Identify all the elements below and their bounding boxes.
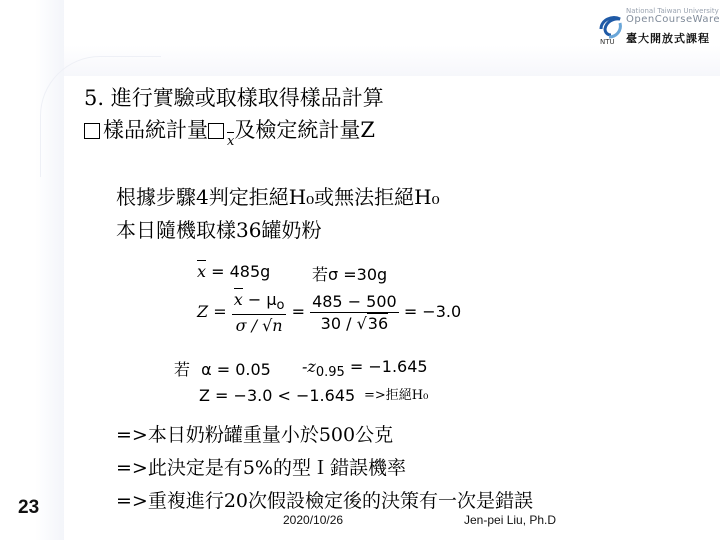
page-number: 23: [18, 497, 40, 518]
crit-symbol: -z: [302, 357, 316, 376]
frac2-den-part-b: 36: [367, 314, 389, 334]
frac1-num-rest: − μ: [242, 290, 277, 309]
slide-title-line-2: [84, 114, 375, 149]
frac2-numerator: 485 − 500: [312, 292, 397, 312]
if-sigma-prefix: 若: [312, 265, 329, 284]
conclusion-line-2: =>此決定是有5%的型Ｉ錯誤機率: [116, 457, 406, 479]
frac2-den-part-a: 30 /: [320, 314, 357, 334]
z-fraction-numeric: [310, 292, 399, 333]
crit-value: = −1.645: [349, 357, 428, 376]
frac1-num-symbol: x: [233, 290, 243, 309]
footer-author: Jen-pei Liu, Ph.D: [464, 513, 557, 527]
xbar-glyph: x: [227, 134, 235, 149]
frac1-denominator: σ / √n: [232, 314, 287, 335]
slide-title-line-1: 5. 進行實驗或取樣取得樣品計算: [84, 86, 384, 110]
conclusion-line-1: =>本日奶粉罐重量小於500公克: [116, 424, 394, 446]
crit-subscript: 0.95: [315, 365, 345, 381]
z-result: = −3.0: [403, 302, 462, 322]
conclusion-line-3: =>重複進行20次假設檢定後的決策有一次是錯誤: [116, 490, 534, 512]
frac1-num-sub: o: [276, 298, 285, 314]
equals-sign: =: [291, 302, 305, 322]
if-alpha-prefix: 若: [174, 360, 191, 379]
title-part-a: 樣品統計量: [103, 118, 208, 142]
sample-mean-equation: [197, 262, 270, 281]
footer-date: 2020/10/26: [283, 513, 344, 527]
ntu-globe-icon: [598, 13, 624, 45]
frac2-denominator: 30 / √36: [310, 312, 399, 333]
body-line-2: 本日隨機取樣36罐奶粉: [116, 218, 322, 242]
comparison-equation: Z = −3.0 < −1.645: [199, 386, 356, 405]
z-statistic-equation: [197, 290, 461, 335]
body-line-1: 根據步驟4判定拒絕H₀或無法拒絕H₀: [116, 185, 440, 209]
logo-line-3: 臺大開放式課程: [626, 32, 710, 45]
z-fraction-symbolic: [232, 290, 287, 335]
sigma-value: σ =30g: [328, 265, 388, 284]
alpha-equation: [174, 357, 271, 380]
title-part-b: 及檢定統計量Z: [234, 118, 375, 142]
alpha-value: α = 0.05: [201, 360, 271, 379]
ocw-logo: [598, 5, 720, 47]
logo-line-1: National Taiwan University: [626, 7, 719, 15]
sigma-equation: [312, 262, 387, 285]
z-label: Z =: [197, 302, 227, 322]
critical-value-equation: [302, 357, 428, 380]
reject-h0-text: =>拒絕H₀: [364, 388, 429, 403]
placeholder-box-icon: [84, 123, 100, 139]
ntu-badge-text: NTU: [600, 38, 615, 45]
placeholder-box-icon: [208, 123, 224, 139]
logo-line-2: OpenCourseWare: [626, 14, 720, 25]
sample-mean-value: = 485g: [211, 262, 271, 281]
xbar-symbol: x: [197, 262, 207, 281]
